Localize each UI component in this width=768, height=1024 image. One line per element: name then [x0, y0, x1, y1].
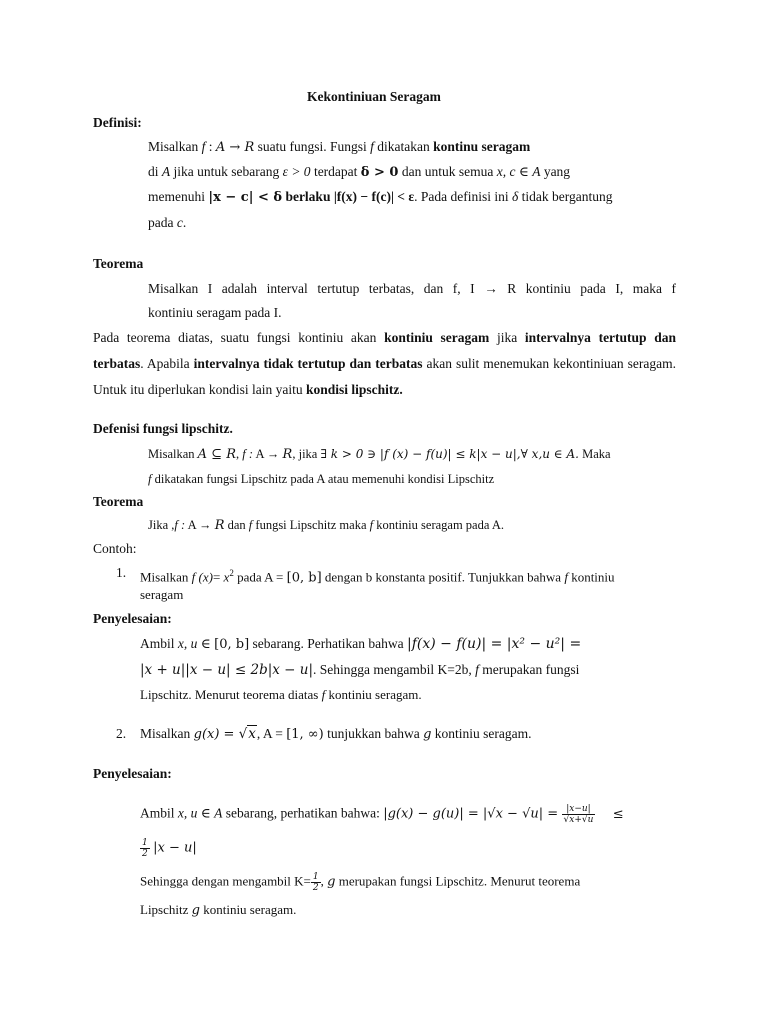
- teorema-1-heading: Teorema: [93, 256, 144, 271]
- contoh-heading: Contoh:: [93, 541, 137, 556]
- teorema-2-line-1: Jika ,f : A → R dan f fungsi Lipschitz maka f kontiniu seragam pada A.: [148, 518, 504, 533]
- solution-1-line-2: |x + u||x − u| ≤ 2b|x − u|. Sehingga mengambil K=2b, f merupakan fungsi: [140, 662, 580, 678]
- teorema-1-line-1: Misalkan I adalah interval tertutup terbatas, dan f, I → R kontiniu pada I, maka f: [148, 281, 676, 296]
- item-1-line-2: seragam: [140, 587, 184, 602]
- definisi-line-1: Misalkan f : A → R suatu fungsi. Fungsi f dikatakan kontinu seragam: [148, 139, 531, 155]
- explanation-paragraph: Pada teorema diatas, suatu fungsi kontiniu akan kontiniu seragam jika intervalnya tertutup dan terbatas. Apabila intervalnya tidak tertutup dan terbatas akan sulit menemukan kekontiniuan seragam. Untuk itu diperlukan kondisi lain yaitu kondisi lipschitz.: [93, 330, 677, 397]
- solution-1-heading: Penyelesaian:: [93, 611, 172, 626]
- solution-2-line-2: $\frac{1}{2}$ |x − u|: [142, 838, 197, 859]
- solution-2-line-3: Sehingga dengan mengambil K= $\frac{1}{2}$ , g merupakan fungsi Lipschitz. Menurut teorema: [140, 872, 581, 893]
- teorema-2-heading: Teorema: [93, 494, 144, 509]
- definisi-heading: Definisi:: [93, 115, 142, 130]
- item-2-number: 2.: [116, 726, 127, 741]
- item-2-line-1: Misalkan g(x) = √x, A = [1, ∞) tunjukkan bahwa g kontiniu seragam.: [140, 726, 532, 742]
- lipschitz-definition-line-2: f dikatakan fungsi Lipschitz pada A atau memenuhi kondisi Lipschitz: [148, 472, 495, 486]
- solution-2-line-1: Ambil x, u ∈ A sebarang, perhatikan bahwa: |g(x) − g(u)| = |√x − √u| = $\frac{|x-u|}{√x+√u}$ ≤: [140, 804, 624, 825]
- item-1-number: 1.: [116, 565, 127, 580]
- solution-1-line-3: Lipschitz. Menurut teorema diatas f kontiniu seragam.: [140, 687, 422, 702]
- definisi-line-4: pada c.: [148, 215, 187, 230]
- fraction-xu-over-sqrt: $\frac{|x-u|}{√x+√u}$: [563, 804, 594, 825]
- lipschitz-definition-line-1: Misalkan A ⊆ R, f : A → R, jika ∃ k > 0 ∋ |f (x) − f(u)| ≤ k|x − u|,∀ x,u ∈ A. Maka: [148, 447, 611, 462]
- solution-1-line-1: Ambil x, u ∈ [0, b] sebarang. Perhatikan bahwa |f(x) − f(u)| = |x² − u²| =: [140, 636, 582, 652]
- solution-2-heading: Penyelesaian:: [93, 766, 172, 781]
- teorema-1-line-2: kontiniu seragam pada I.: [148, 305, 282, 320]
- page-title: Kekontiniuan Seragam: [307, 89, 441, 104]
- definisi-line-3: memenuhi |x − c| < δ berlaku |f(x) − f(c)| < ε. Pada definisi ini δ tidak bergantung: [148, 189, 613, 205]
- solution-2-line-4: Lipschitz g kontiniu seragam.: [140, 902, 297, 918]
- fraction-one-half: $\frac{1}{2}$: [142, 838, 148, 859]
- fraction-one-half-k: $\frac{1}{2}$: [312, 872, 319, 893]
- definisi-line-2: di A jika untuk sebarang ε > 0 terdapat δ > 0 dan untuk semua x, c ∈ A yang: [148, 164, 571, 180]
- item-1-line-1: Misalkan f $(x)= x^2$ pada A = [0, b] dengan b konstanta positif. Tunjukkan bahwa f kontiniu: [140, 568, 615, 586]
- lipschitz-definition-heading: Defenisi fungsi lipschitz.: [93, 421, 233, 436]
